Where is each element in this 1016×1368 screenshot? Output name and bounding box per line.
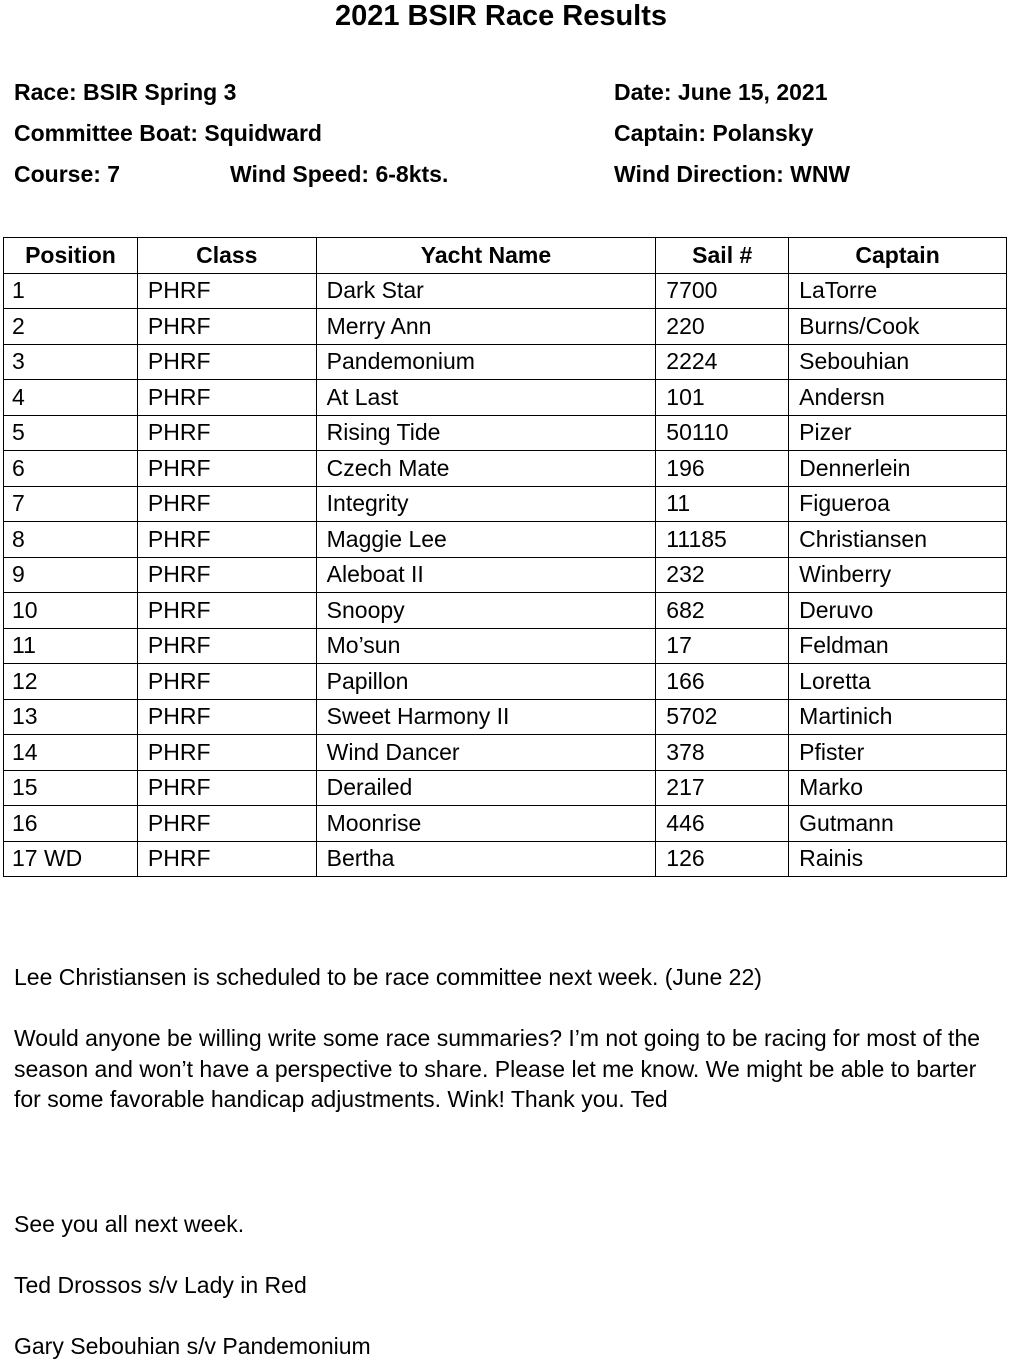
cell-position: 13: [4, 699, 138, 735]
cell-class: PHRF: [137, 415, 316, 451]
table-row: [4, 699, 1007, 735]
cell-sail-number: 17: [656, 628, 789, 664]
summaries-request: Would anyone be willing write some race summaries? I’m not going to be racing for most of the season and won’t have a perspective to share. Please let me know. We might be able to barter for some favorable handicap adjustments. Wink! Thank you. Ted: [14, 1025, 981, 1113]
table-row: [4, 628, 1007, 664]
results-body: [4, 273, 1007, 877]
cell-position: 3: [4, 344, 138, 380]
table-row: [4, 664, 1007, 700]
cell-position: 12: [4, 664, 138, 700]
cell-yacht-name: Dark Star: [316, 273, 656, 309]
table-row: [4, 735, 1007, 771]
cell-position: 8: [4, 522, 138, 558]
cell-position: 5: [4, 415, 138, 451]
cell-yacht-name: Aleboat II: [316, 557, 656, 593]
cell-sail-number: 217: [656, 770, 789, 806]
table-row: [4, 380, 1007, 416]
cell-yacht-name: Rising Tide: [316, 415, 656, 451]
cell-class: PHRF: [137, 806, 316, 842]
cell-sail-number: 196: [656, 451, 789, 487]
cell-class: PHRF: [137, 593, 316, 629]
cell-captain: Figueroa: [789, 486, 1007, 522]
cell-sail-number: 166: [656, 664, 789, 700]
cell-yacht-name: Papillon: [316, 664, 656, 700]
table-row: [4, 273, 1007, 309]
cell-sail-number: 101: [656, 380, 789, 416]
cell-position: 2: [4, 309, 138, 345]
table-row: [4, 841, 1007, 877]
cell-position: 1: [4, 273, 138, 309]
table-row: [4, 806, 1007, 842]
cell-class: PHRF: [137, 273, 316, 309]
table-row: [4, 344, 1007, 380]
header-position: Position: [4, 238, 138, 274]
race-name: Race: BSIR Spring 3: [14, 79, 237, 105]
cell-position: 17 WD: [4, 841, 138, 877]
cell-yacht-name: Pandemonium: [316, 344, 656, 380]
cell-captain: Deruvo: [789, 593, 1007, 629]
cell-class: PHRF: [137, 522, 316, 558]
committee-note: Lee Christiansen is scheduled to be race committee next week. (June 22): [14, 964, 762, 990]
header-yacht-name: Yacht Name: [316, 238, 656, 274]
cell-captain: Pizer: [789, 415, 1007, 451]
table-row: [4, 770, 1007, 806]
race-date: Date: June 15, 2021: [614, 79, 828, 105]
page-title: 2021 BSIR Race Results: [334, 0, 668, 32]
cell-class: PHRF: [137, 628, 316, 664]
cell-class: PHRF: [137, 344, 316, 380]
cell-position: 9: [4, 557, 138, 593]
race-captain: Captain: Polansky: [614, 120, 814, 146]
cell-sail-number: 5702: [656, 699, 789, 735]
cell-captain: Burns/Cook: [789, 309, 1007, 345]
cell-captain: Loretta: [789, 664, 1007, 700]
cell-captain: Gutmann: [789, 806, 1007, 842]
cell-position: 16: [4, 806, 138, 842]
table-row: [4, 451, 1007, 487]
cell-class: PHRF: [137, 699, 316, 735]
wind-speed: Wind Speed: 6-8kts.: [230, 161, 449, 187]
cell-captain: Pfister: [789, 735, 1007, 771]
cell-sail-number: 11: [656, 486, 789, 522]
cell-captain: Sebouhian: [789, 344, 1007, 380]
cell-yacht-name: Derailed: [316, 770, 656, 806]
cell-class: PHRF: [137, 486, 316, 522]
wind-direction: Wind Direction: WNW: [614, 161, 851, 187]
cell-position: 11: [4, 628, 138, 664]
cell-yacht-name: Mo’sun: [316, 628, 656, 664]
cell-sail-number: 11185: [656, 522, 789, 558]
cell-class: PHRF: [137, 735, 316, 771]
signature-ted: Ted Drossos s/v Lady in Red: [14, 1272, 307, 1298]
cell-class: PHRF: [137, 309, 316, 345]
cell-class: PHRF: [137, 841, 316, 877]
table-row: [4, 593, 1007, 629]
table-row: [4, 309, 1007, 345]
cell-position: 10: [4, 593, 138, 629]
cell-sail-number: 446: [656, 806, 789, 842]
cell-yacht-name: Sweet Harmony II: [316, 699, 656, 735]
cell-captain: Feldman: [789, 628, 1007, 664]
cell-captain: Marko: [789, 770, 1007, 806]
cell-yacht-name: Moonrise: [316, 806, 656, 842]
cell-position: 15: [4, 770, 138, 806]
cell-yacht-name: At Last: [316, 380, 656, 416]
cell-captain: Dennerlein: [789, 451, 1007, 487]
cell-captain: Martinich: [789, 699, 1007, 735]
table-header-row: [4, 238, 1007, 274]
cell-yacht-name: Maggie Lee: [316, 522, 656, 558]
cell-position: 7: [4, 486, 138, 522]
course: Course: 7: [14, 161, 121, 187]
cell-sail-number: 126: [656, 841, 789, 877]
cell-class: PHRF: [137, 451, 316, 487]
cell-sail-number: 2224: [656, 344, 789, 380]
table-row: [4, 415, 1007, 451]
table-row: [4, 486, 1007, 522]
header-class: Class: [137, 238, 316, 274]
cell-captain: Rainis: [789, 841, 1007, 877]
cell-class: PHRF: [137, 557, 316, 593]
results-table: [3, 237, 1007, 877]
signature-gary: Gary Sebouhian s/v Pandemonium: [14, 1333, 371, 1359]
header-sail-number: Sail #: [656, 238, 789, 274]
cell-captain: Christiansen: [789, 522, 1007, 558]
cell-captain: Andersn: [789, 380, 1007, 416]
cell-position: 6: [4, 451, 138, 487]
cell-captain: Winberry: [789, 557, 1007, 593]
cell-class: PHRF: [137, 380, 316, 416]
cell-position: 4: [4, 380, 138, 416]
see-you-note: See you all next week.: [14, 1211, 245, 1237]
cell-sail-number: 50110: [656, 415, 789, 451]
cell-sail-number: 682: [656, 593, 789, 629]
cell-position: 14: [4, 735, 138, 771]
cell-captain: LaTorre: [789, 273, 1007, 309]
table-row: [4, 557, 1007, 593]
cell-yacht-name: Wind Dancer: [316, 735, 656, 771]
header-captain: Captain: [789, 238, 1007, 274]
cell-yacht-name: Bertha: [316, 841, 656, 877]
cell-yacht-name: Snoopy: [316, 593, 656, 629]
committee-boat: Committee Boat: Squidward: [14, 120, 322, 146]
cell-class: PHRF: [137, 770, 316, 806]
cell-yacht-name: Czech Mate: [316, 451, 656, 487]
cell-sail-number: 220: [656, 309, 789, 345]
cell-yacht-name: Merry Ann: [316, 309, 656, 345]
cell-sail-number: 7700: [656, 273, 789, 309]
table-row: [4, 522, 1007, 558]
cell-sail-number: 232: [656, 557, 789, 593]
cell-yacht-name: Integrity: [316, 486, 656, 522]
cell-sail-number: 378: [656, 735, 789, 771]
cell-class: PHRF: [137, 664, 316, 700]
